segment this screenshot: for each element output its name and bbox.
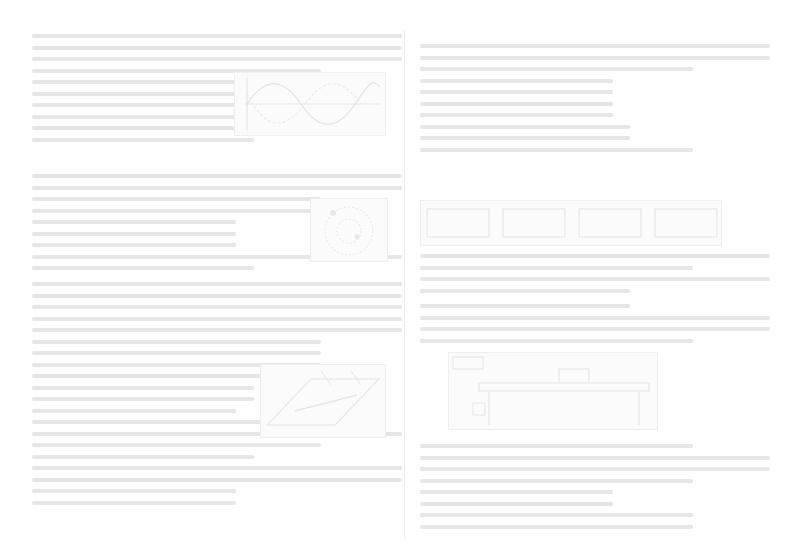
orbit-figure (310, 198, 388, 262)
circuit-d (655, 209, 717, 237)
star-mark (330, 210, 336, 216)
circuit-options-figure (420, 200, 722, 246)
text-line (32, 34, 402, 38)
right-column (420, 34, 772, 540)
text-line (32, 282, 402, 286)
option-line (420, 502, 613, 506)
text-line (420, 56, 770, 60)
option-line (420, 490, 613, 494)
rail-frame (267, 379, 379, 425)
text-line (420, 44, 770, 48)
option-line (420, 113, 613, 117)
rail-figure (260, 364, 386, 438)
option-line (420, 479, 693, 483)
option-line (32, 126, 236, 130)
option-line (420, 513, 693, 517)
text-line (32, 305, 402, 309)
text-line (420, 254, 770, 258)
text-line (32, 197, 321, 201)
wave-curve-solid (247, 83, 380, 125)
text-line (420, 339, 693, 343)
experiment-diagram (449, 353, 657, 429)
option-line (32, 103, 236, 107)
text-line (420, 148, 693, 152)
option-line (420, 102, 613, 106)
column-divider (404, 30, 405, 540)
option-line (32, 455, 254, 459)
text-line (420, 67, 693, 71)
question-12-parts-block (420, 254, 770, 300)
option-line (32, 92, 236, 96)
circuit-a (427, 209, 489, 237)
question-12-block (420, 44, 770, 159)
sand-bucket (473, 403, 485, 415)
option-line (420, 456, 770, 460)
section-heading-line (32, 501, 236, 505)
option-line (420, 125, 630, 129)
field-arrow (351, 371, 361, 385)
option-line (32, 138, 254, 142)
option-line (32, 409, 236, 413)
text-line (420, 316, 770, 320)
option-line (32, 397, 254, 401)
text-line (420, 266, 693, 270)
text-line (420, 277, 770, 281)
cart (559, 369, 589, 383)
left-column (32, 34, 404, 540)
option-line (420, 79, 613, 83)
text-line (32, 328, 402, 332)
text-line (32, 186, 402, 190)
option-line (32, 232, 236, 236)
circuit-b (503, 209, 565, 237)
option-line (32, 466, 402, 470)
question-13-block (420, 304, 770, 350)
option-line (32, 115, 236, 119)
text-line (32, 351, 321, 355)
wave-figure (234, 72, 386, 136)
field-arrow (321, 371, 331, 385)
text-line (32, 340, 321, 344)
orbit-diagram (311, 199, 387, 261)
circuit-c (579, 209, 641, 237)
text-line (32, 294, 402, 298)
star-mark (355, 235, 360, 240)
question-13-options-block (420, 444, 770, 536)
option-line (32, 443, 321, 447)
experiment-figure (448, 352, 658, 430)
long-board (479, 383, 649, 391)
text-line (32, 209, 321, 213)
wave-graph (235, 73, 385, 135)
text-line (420, 444, 693, 448)
option-line (32, 266, 254, 270)
conductor-rod (295, 395, 357, 411)
option-line (32, 489, 236, 493)
force-sensor (453, 357, 483, 369)
option-line (32, 243, 236, 247)
text-line (32, 174, 402, 178)
text-line (420, 304, 630, 308)
circuit-diagrams (421, 201, 721, 245)
rail-diagram (261, 365, 385, 437)
option-line (420, 525, 693, 529)
option-line (420, 136, 630, 140)
option-line (420, 467, 770, 471)
option-line (32, 220, 236, 224)
text-line (32, 317, 402, 321)
text-line (420, 289, 630, 293)
option-line (32, 478, 402, 482)
text-line (32, 386, 254, 390)
text-line (32, 46, 402, 50)
option-line (420, 90, 613, 94)
text-line (32, 57, 402, 61)
text-line (420, 327, 770, 331)
